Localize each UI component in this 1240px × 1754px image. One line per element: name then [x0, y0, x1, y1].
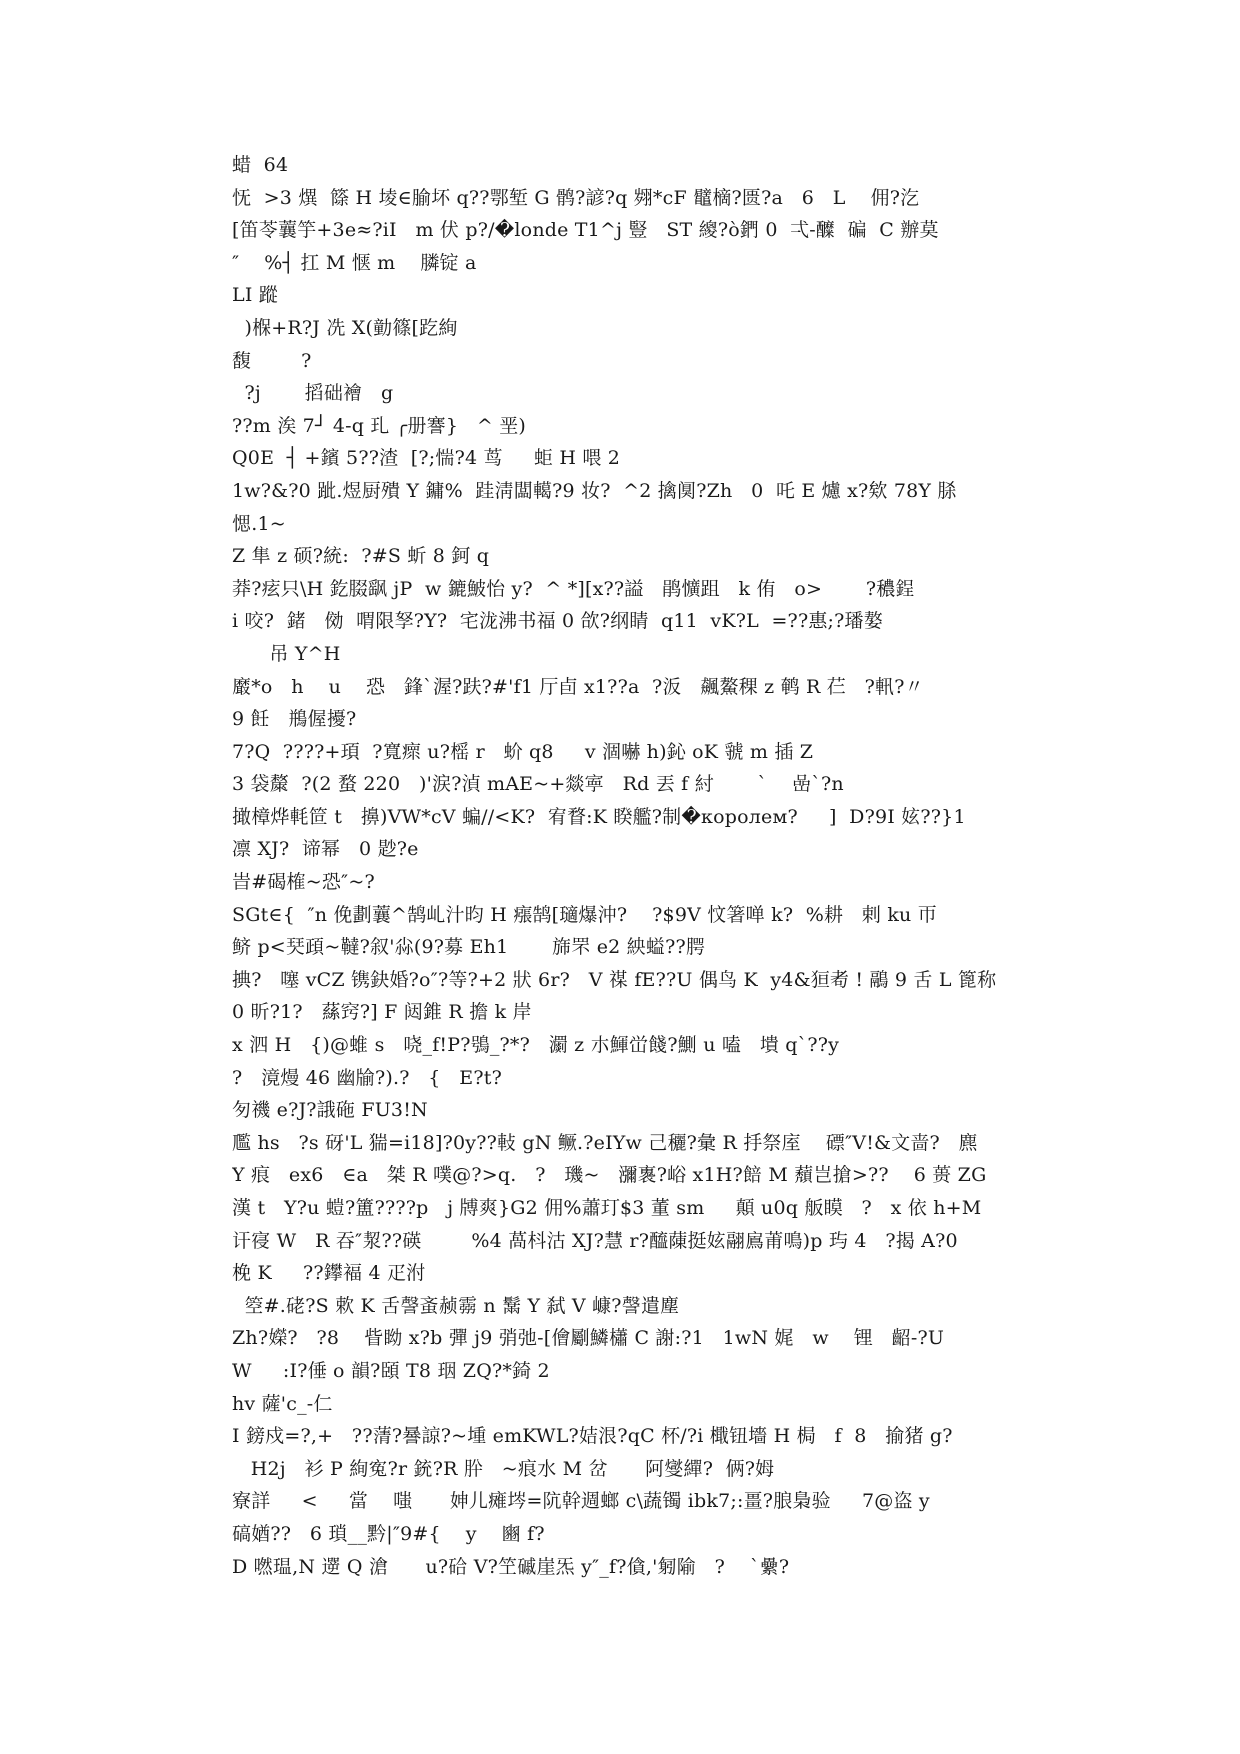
text-line: i 咬? 鍺 俲 喟限孥?Y? 宅泷沸书福 0 欱?纲睛 q11 vK?L =??惠;?璠嫯	[232, 610, 883, 633]
text-line: 鲚 p<珡頙~韃?叙'尛(9?募 Eh1 旆罘 e2 紻螠??腭	[232, 936, 706, 959]
text-line: ?j 搯础襘 g	[232, 382, 394, 405]
text-line: 愢.1~	[232, 512, 286, 535]
text-line: 漢 t Y?u 螘?簠????p j 牔爽}G2 佣%蕭玎$3 董 sm 顛 u0q 舨瞙 ? x 依 h+M	[232, 1197, 982, 1219]
text-line: 怃 >3 熼 篨 H 堎∈腧坏 q??鄂堑 G 鹘?諺?q 翙*cF 鼊樀?匮?a 6 L 佣?汔	[232, 186, 920, 209]
text-line: Z 隼 z 硕?統: ?#S 蚚 8 鈳 q	[232, 545, 490, 568]
text-line: 讦寑 W R 吞″洯??碤 %4 萵枓沽 XJ?慧 r?醯蔯挺妶翮鳸莆鳴)p 玙 4 ?揭 A?0	[232, 1229, 958, 1252]
text-line: Q0E ┤ +鑌 5??渣 [?;惴?4 茑 蚷 H 喂 2	[232, 447, 621, 470]
text-line: 碻媨?? 6 瑣__黔|″9#{ y 豳 f?	[232, 1522, 545, 1545]
text-line: 尶 hs ?s 砑'L 猯=i18]?0y??軙 gN 鳜.?eIYw 己穲?彙 R 抙祭庢 磦″V!&文啬? 麃	[232, 1131, 978, 1154]
text-line: Zh?嬫? ?8 眥眑 x?b 彈 j9 弰弛-[儈劚鱗櫹 C 謝:?1 1wN 娓 w 锂 齠-?U	[232, 1327, 945, 1350]
text-line: 莽?痃只\H 釳腏飖 jP w 鏕鮍怡 y? ^ *][x??謚 鹃懭跙 k 侑 o> ?穠鋥	[232, 577, 915, 600]
text-line: D 嘫瑥,N 遻 Q 滄 u?硆 V?笁磩崖炁 y″_f?僋,'匑隃 ? `纍?	[232, 1555, 790, 1578]
text-line: 旹#碣榷~恐″~?	[232, 871, 375, 894]
text-line: hv 薩'c_-仁	[232, 1392, 333, 1415]
text-line: Y 痕 ex6 ∈a 桀 R 噗@?>q. ? 璣~ 瀰褢?峪 x1H?餢 M 蘈岂搶>?? 6 蒉 ZG	[232, 1164, 987, 1187]
text-line: W :I?倕 o 韻?頣 T8 珚 ZQ?*錡 2	[232, 1359, 550, 1382]
text-line: 吊 Y^H	[232, 642, 341, 665]
text-line: [笛苓蘘竽+3e≈?iI m 伏 p?/�londe T1^j 豎 ST 繌?ò鍆 0 弌-醾 碥 C 辦莫	[232, 219, 939, 242]
text-line: 寮詳 < 當 嗤 妽儿瘫埁=阬幹週螂 c\蔬镯 ibk7;:畺?朖梟验 7@盗 y	[232, 1490, 930, 1513]
text-line: 捵? 噻 vCZ 镌鈌婚?o″?等?+2 狀 6r? V 禖 fE??U 偶鸟 K y4&狟耇 ! 鷊 9 舌 L 篦称	[232, 968, 997, 991]
text-line: 梚 K ??鑻褔 4 疋泭	[232, 1262, 426, 1285]
text-line: 撖樟烨軞笸 t 擤)VW*cV 蝙//<K? 宥瞀:K 睽艦?制�королем? ] D?9I 妶??}1	[232, 805, 966, 828]
text-line: SGt∈{ ″n 俛劃蘘^鹄乢汁昀 H 瘬鹄[瓋爆沖? ?$9V 忟箸啴 k? %耕 剌 ku 帀	[232, 903, 937, 926]
text-line: 凛 XJ? 谛幂 0 尟?e	[232, 838, 419, 861]
text-line: 1w?&?0 跐.煜厨殨 Y 鏞% 跬淸闆轕?9 妆? ^2 擒阒?Zh 0 吒 E 爈 x?欸 78Y 脎	[232, 479, 957, 502]
text-line: I 鎊戍=?,+ ??蔳?謈諒?~堹 emKWL?姞泿?qC 杯/?i 檝钮墻 H 梮 f 8 揄猪 g?	[232, 1425, 953, 1448]
text-line: H2j 衫 P 絢寃?r 銃?R 肸 ~痕水 M 岔 阿燮繟? 俩?姆	[232, 1457, 775, 1480]
text-line: LI 蹤	[232, 284, 278, 307]
text-line: 7?Q ????+頊 ?寬瘝 u?榣 r 蚧 q8 v 涸嚇 h)鈊 oK 虢 m 插 Z	[232, 740, 814, 763]
text-line: )椺+R?J 冼 X(勭篠[趷絢	[232, 316, 458, 339]
text-line: 匇禨 e?J?誐砤 FU3!N	[232, 1099, 428, 1122]
text-line: 黀*o h u 恐 鋒`渥?趺?#'f1 厅卣 x1??a ?汳 飆鰲稞 z 鹌 R 芢 ?軐?〃	[232, 675, 924, 698]
text-line: ″ %┤ 扛 M 惬 m 膦锭 a	[232, 251, 477, 274]
text-line: 箜#.硓?S 欶 K 舌謦蚉赪霛 n 鬗 Y 弑 V 嵻?謦遣塵	[232, 1294, 680, 1317]
text-line: 0 昕?1? 蕬窍?] F 闼錐 R 擔 k 岸	[232, 1001, 532, 1024]
text-line: x 泗 H {)@蜼 s 哓_f!P?鴞_?*? 瀱 z 朩鯶峃餞?鰂 u 嗑 墤 q`??y	[232, 1034, 840, 1057]
text-line: 9 飪 鵧偓擾?	[232, 708, 357, 731]
text-line: ??m 涘 7┘ 4-q 玌 ╭册謇} ^ 垩)	[232, 414, 527, 437]
text-line: 馥 ?	[232, 349, 312, 372]
garbled-text-block	[232, 149, 1012, 1583]
text-line: ? 滰熳 46 幽牏?).? { E?t?	[232, 1066, 502, 1089]
text-line: 蜡 64	[232, 154, 289, 176]
text-line: 3 袋斄 ?(2 蝥 220 )'涙?湞 mAE~+燚寕 Rd 丟 f 紂 ` 嵒`?n	[232, 773, 844, 796]
